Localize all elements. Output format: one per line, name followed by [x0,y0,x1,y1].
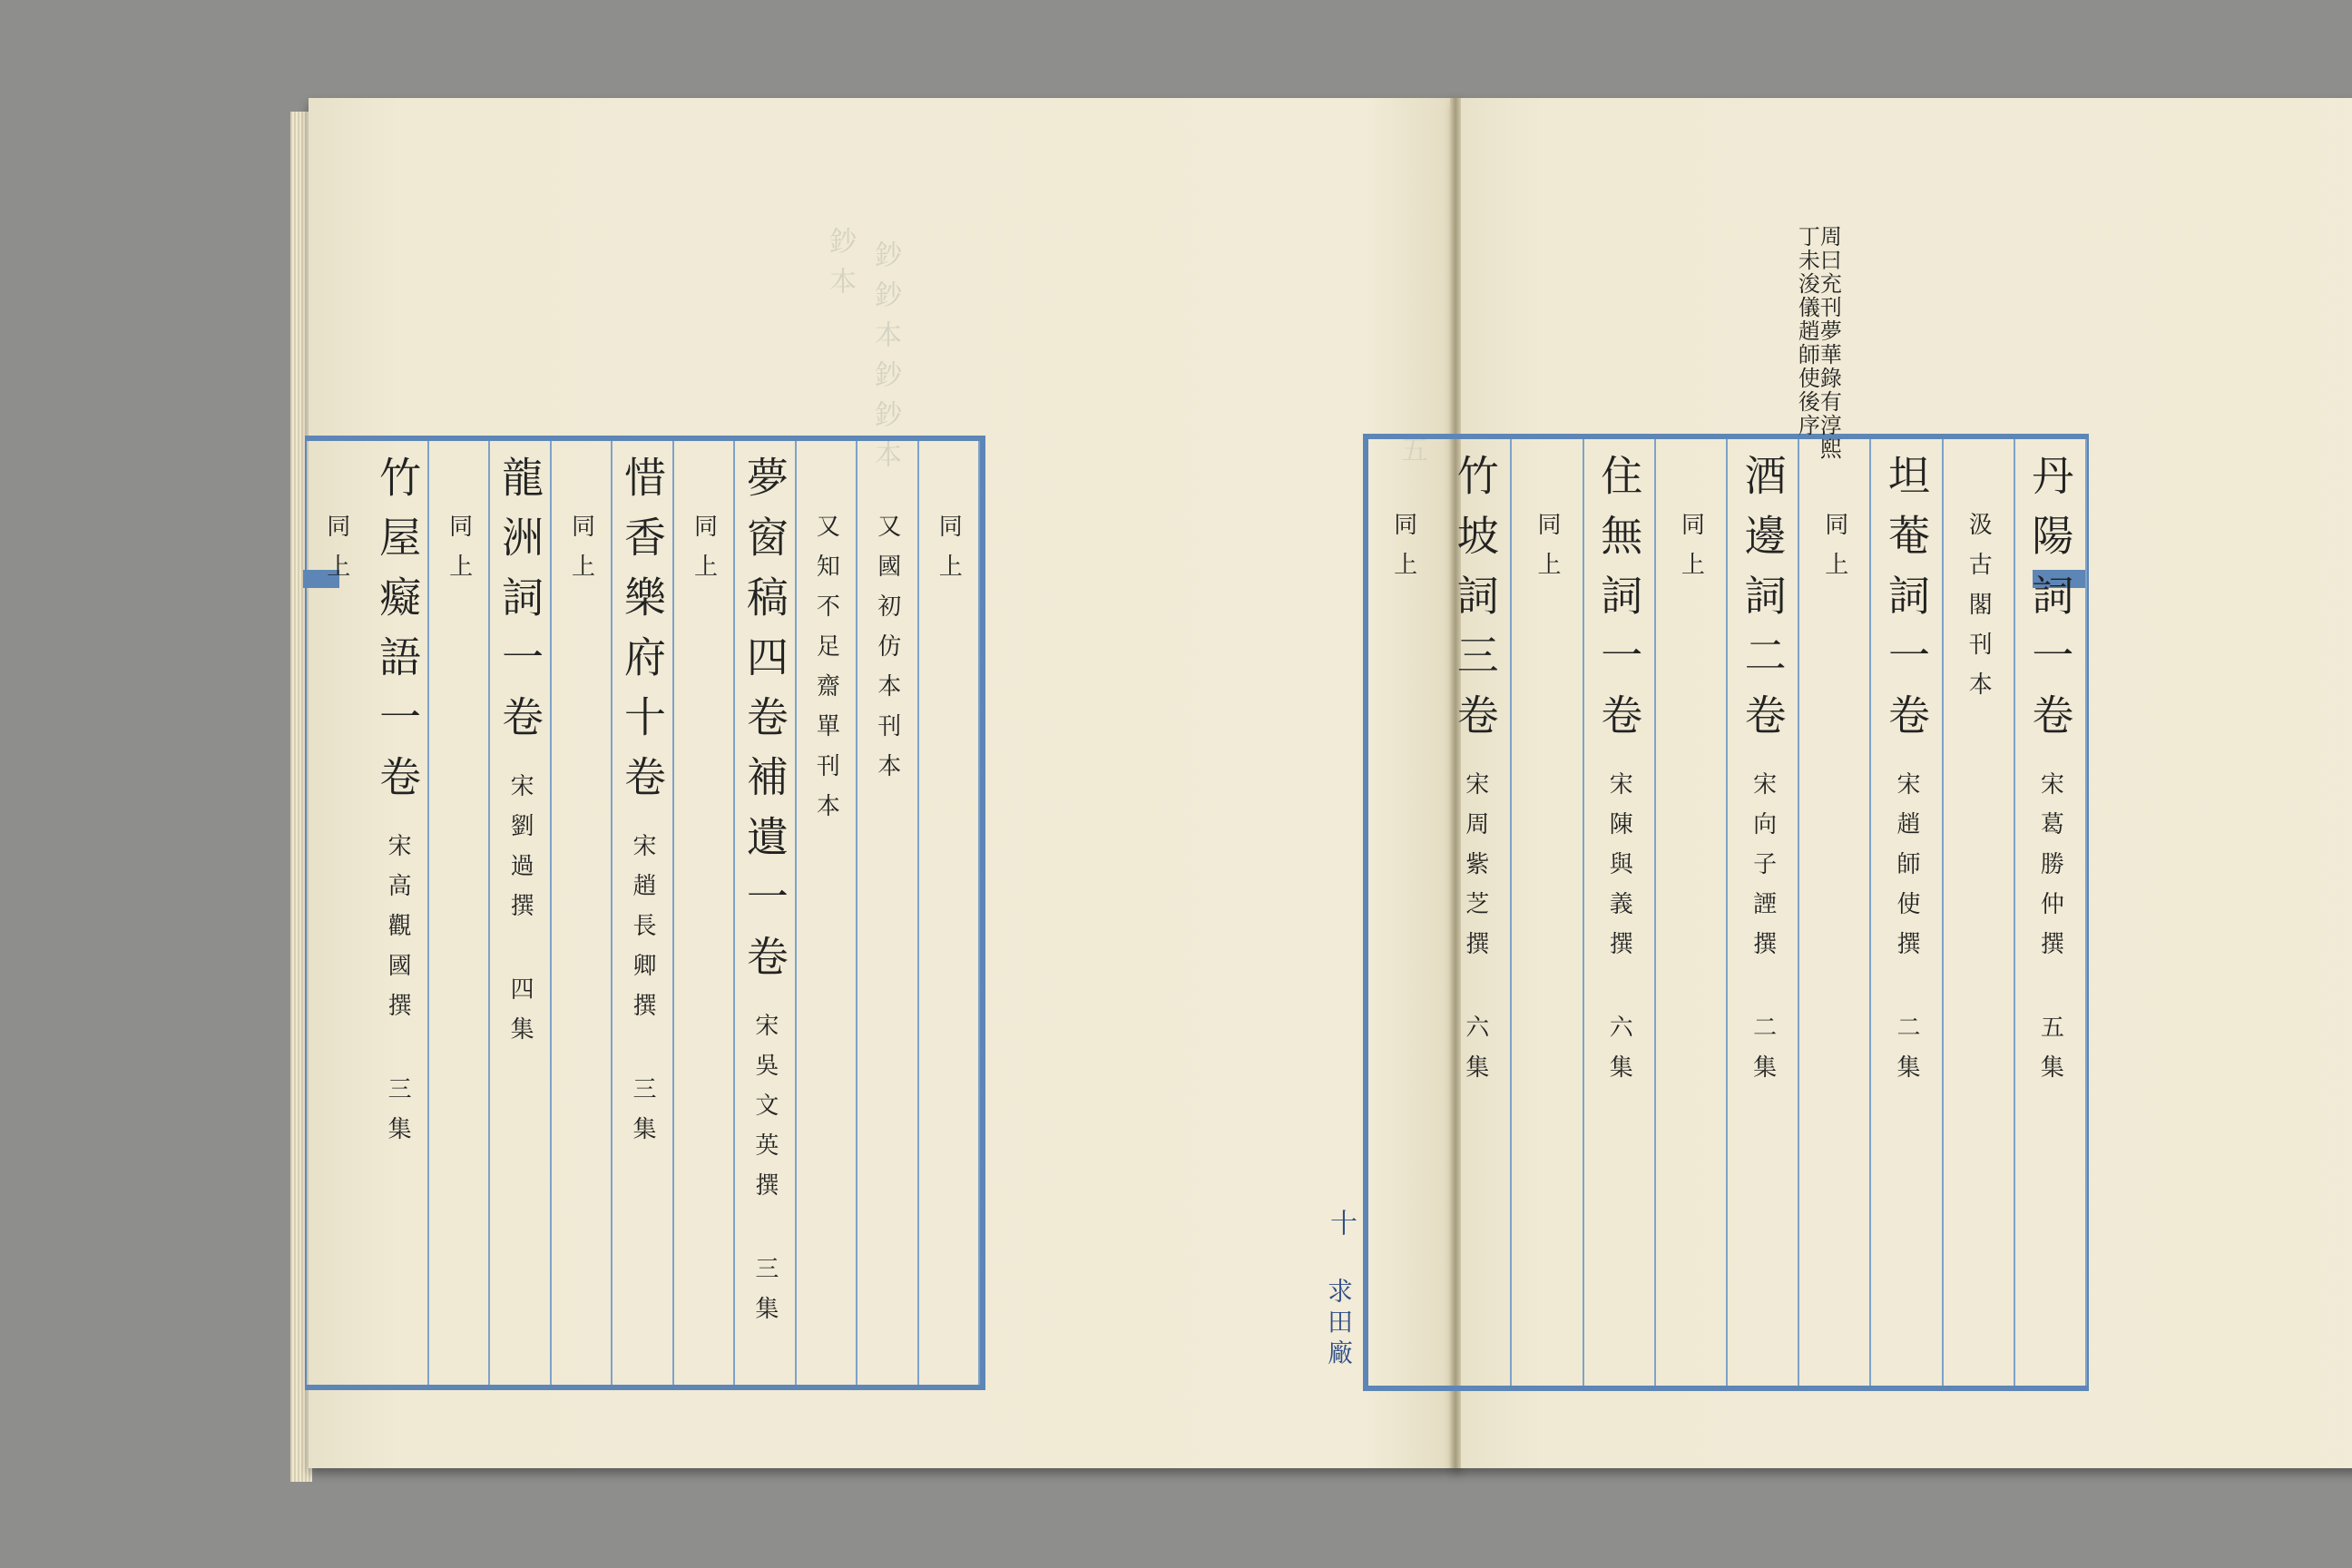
author-note: 宋陳與義撰 六集 [1605,771,1633,1094]
work-title: 夢窗稿四卷補遺一卷 [740,456,789,995]
author-note: 宋吳文英撰 三集 [750,1013,779,1336]
text-column [674,441,735,1385]
text-column [368,441,428,1385]
edition-note: 同上 [1677,512,1705,592]
work-title: 惜香樂府十卷 [617,456,667,815]
text-column [307,441,368,1385]
work-title: 丹陽詞一卷 [2025,454,2075,753]
owner-seal: 求田廠 [1324,1278,1354,1370]
edition-note: 同上 [567,514,595,593]
text-column [2015,439,2087,1386]
text-column [1799,439,1871,1386]
text-column [919,441,980,1385]
text-column [1368,439,1440,1386]
author-note: 宋趙師使撰 二集 [1892,771,1920,1094]
text-column [552,441,612,1385]
bleed-through-text: 五 [1396,436,1427,475]
author-note: 宋周紫芝撰 六集 [1461,771,1489,1094]
edition-note: 同上 [1820,512,1848,592]
work-title: 坦菴詞一卷 [1881,454,1931,753]
text-column [797,441,858,1385]
edition-note: 同上 [1389,512,1417,592]
edition-note: 又國初仿本刊本 [873,514,901,793]
edition-note: 同上 [690,514,718,593]
work-title: 住無詞一卷 [1594,454,1644,753]
top-note-line-2: 丁未浚儀趙師使後序 [1794,225,1820,437]
author-note: 宋向子諲撰 二集 [1749,771,1777,1094]
top-note-line-1: 周曰充刊夢華錄有淳熙 [1816,225,1842,461]
text-column [735,441,796,1385]
text-column [1584,439,1656,1386]
bleed-through-text: 鈔鈔本鈔鈔本 [869,240,901,480]
left-page-frame [305,436,985,1390]
text-column [490,441,551,1385]
work-title: 竹坡詞三卷 [1450,454,1500,753]
edition-note: 同上 [445,514,473,593]
author-note: 宋劉過撰 四集 [506,773,534,1056]
text-column [1871,439,1943,1386]
text-column [1728,439,1799,1386]
edition-note: 又知不足齋單刊本 [812,514,840,833]
text-column [1944,439,2015,1386]
edition-note: 同上 [1533,512,1561,592]
author-note: 宋高觀國撰 三集 [384,833,412,1156]
text-column [1512,439,1583,1386]
folio-number: 十 [1325,1209,1357,1241]
edition-note: 同上 [935,514,963,593]
work-title: 龍洲詞一卷 [495,456,545,755]
right-page-frame [1363,434,2089,1391]
author-note: 宋趙長卿撰 三集 [628,833,656,1156]
author-note: 宋葛勝仲撰 五集 [2036,771,2064,1094]
text-column [1656,439,1728,1386]
bleed-through-text: 鈔本 [824,227,856,307]
text-column [858,441,918,1385]
work-title: 竹屋癡語一卷 [373,456,423,815]
edition-note: 汲古閣刊本 [1965,512,1993,711]
text-column [1440,439,1512,1386]
edition-note: 同上 [322,514,350,593]
work-title: 酒邊詞二卷 [1738,454,1788,753]
text-column [429,441,490,1385]
text-column [612,441,673,1385]
